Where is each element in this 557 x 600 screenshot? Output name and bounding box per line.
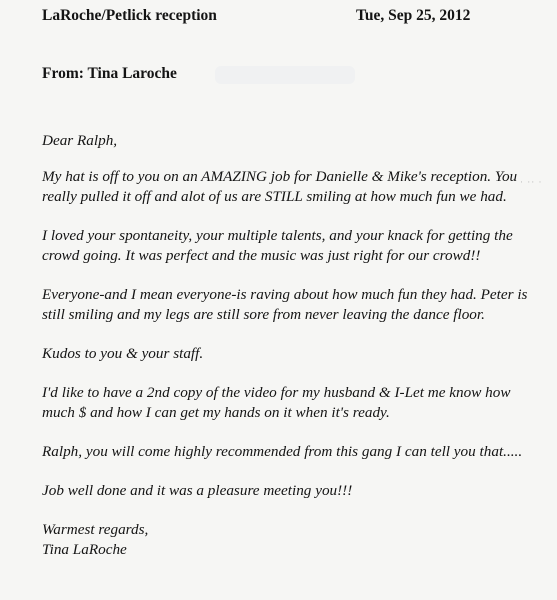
paragraph-4: Kudos to you & your staff. [42, 345, 204, 362]
scan-smudge [215, 66, 355, 84]
scan-specks: · ·· · [520, 177, 543, 187]
paragraph-3: Everyone-and I mean everyone-is raving about how much fun they had. Peter is still smiling and my legs are still sore from never leaving the dance floor. [42, 286, 528, 323]
paragraph-1: My hat is off to you on an AMAZING job for Danielle & Mike's reception. You really pulled it off and alot of us are STILL smiling at how much fun we had. [42, 168, 518, 205]
from-line: From: Tina Laroche [42, 65, 177, 82]
letter-body [42, 131, 532, 560]
closing-block [42, 520, 532, 560]
salutation: Dear Ralph, [42, 132, 118, 149]
closing-line: Warmest regards, [42, 521, 149, 538]
paragraph-7: Job well done and it was a pleasure meeting you!!! [42, 482, 353, 499]
signature: Tina LaRoche [42, 541, 127, 558]
paragraph-5: I'd like to have a 2nd copy of the video for my husband & I-Let me know how much $ and how I can get my hands on it when it's ready. [42, 384, 511, 421]
event-title: LaRoche/Petlick reception [42, 7, 217, 24]
event-date: Tue, Sep 25, 2012 [356, 7, 471, 24]
paragraph-6: Ralph, you will come highly recommended from this gang I can tell you that..... [42, 443, 523, 460]
paragraph-2: I loved your spontaneity, your multiple talents, and your knack for getting the crowd going. It was perfect and the music was just right for our crowd!! [42, 227, 513, 264]
